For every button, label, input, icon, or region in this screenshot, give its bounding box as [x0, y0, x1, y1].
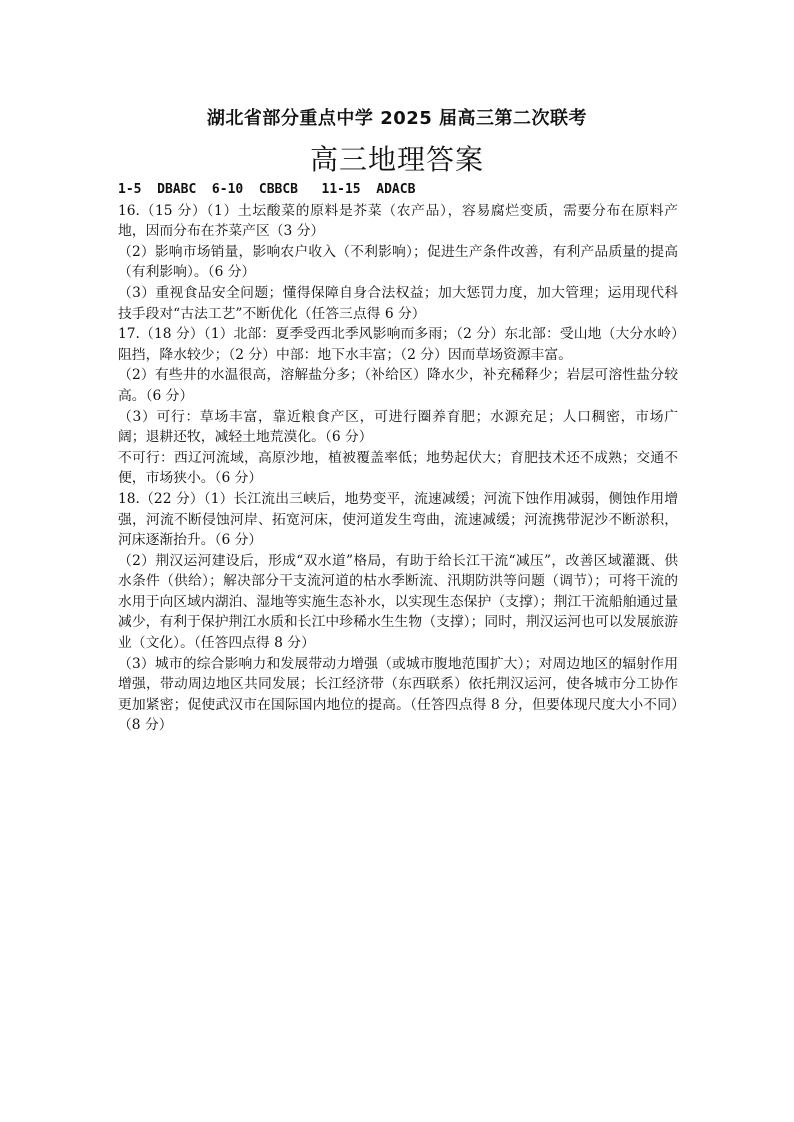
- q17-part3-feasible: （3）可行：草场丰富，靠近粮食产区，可进行圈养育肥；水源充足；人口稠密，市场广阔；退耕还牧，减轻土地荒漠化。（6 分）: [118, 408, 678, 446]
- q16-part1: 16.（15 分）（1）土坛酸菜的原料是芥菜（农产品），容易腐烂变质，需要分布在原料产地，因而分布在芥菜产区（3 分）: [118, 202, 678, 240]
- exam-school-title: 湖北省部分重点中学 2025 届高三第二次联考: [206, 108, 588, 129]
- q18-part3: （3）城市的综合影响力和发展带动力增强（或城市腹地范围扩大）；对周边地区的辐射作用增强，带动周边地区共同发展；长江经济带（东西联系）依托荆汉运河，使各城市分工协作更加紧密；促使武汉市在国际国内地位的提高。（任答四点得 8 分，但要体现尺度大小不同）（8 分）: [118, 655, 678, 734]
- q17-part3-infeasible: 不可行：西辽河流域，高原沙地，植被覆盖率低；地势起伏大；育肥技术还不成熟；交通不便，市场狭小。（6 分）: [118, 449, 678, 487]
- q17-part2: （2）有些井的水温很高，溶解盐分多；（补给区）降水少，补充稀释少；岩层可溶性盐分较高。（6 分）: [118, 367, 678, 404]
- answer-content: [118, 180, 678, 736]
- q16-part2: （2）影响市场销量，影响农户收入（不利影响）；促进生产条件改善，有利产品质量的提高（有利影响）。（6 分）: [118, 243, 678, 281]
- q17-part1: 17.（18 分）（1）北部：夏季受西北季风影响而多雨；（2 分）东北部：受山地（大分水岭）阻挡，降水较少；（2 分）中部：地下水丰富；（2 分）因而草场资源丰富。: [118, 326, 678, 363]
- q16-part3: （3）重视食品安全问题；懂得保障自身合法权益；加大惩罚力度，加大管理；运用现代科技手段对“古法工艺”不断优化（任答三点得 6 分）: [118, 284, 678, 322]
- q18-part1: 18.（22 分）（1）长江流出三峡后，地势变平，流速减缓；河流下蚀作用减弱，侧蚀作用增强，河流不断侵蚀河岸、拓宽河床，使河道发生弯曲，流速减缓；河流携带泥沙不断淤积，河床逐渐抬升。（6 分）: [118, 490, 678, 549]
- multiple-choice-answers: 1-5 DBABC 6-10 CBBCB 11-15 ADACB: [118, 182, 416, 197]
- answer-doc-title: 高三地理答案: [309, 143, 484, 176]
- q18-part2: （2）荆汉运河建设后，形成“双水道”格局，有助于给长江干流“减压”，改善区域灌溉、供水条件（供给）；解决部分干支流河道的枯水季断流、汛期防洪等问题（调节）；可将干流的水用于向区域内湖泊、湿地等实施生态补水，以实现生态保护（支撑）；荆江干流船舶通过量减少，有利于保护荆江水质和长江中珍稀水生生物（支撑）；同时，荆汉运河也可以发展旅游业（文化）。（任答四点得 8 分）: [118, 552, 678, 652]
